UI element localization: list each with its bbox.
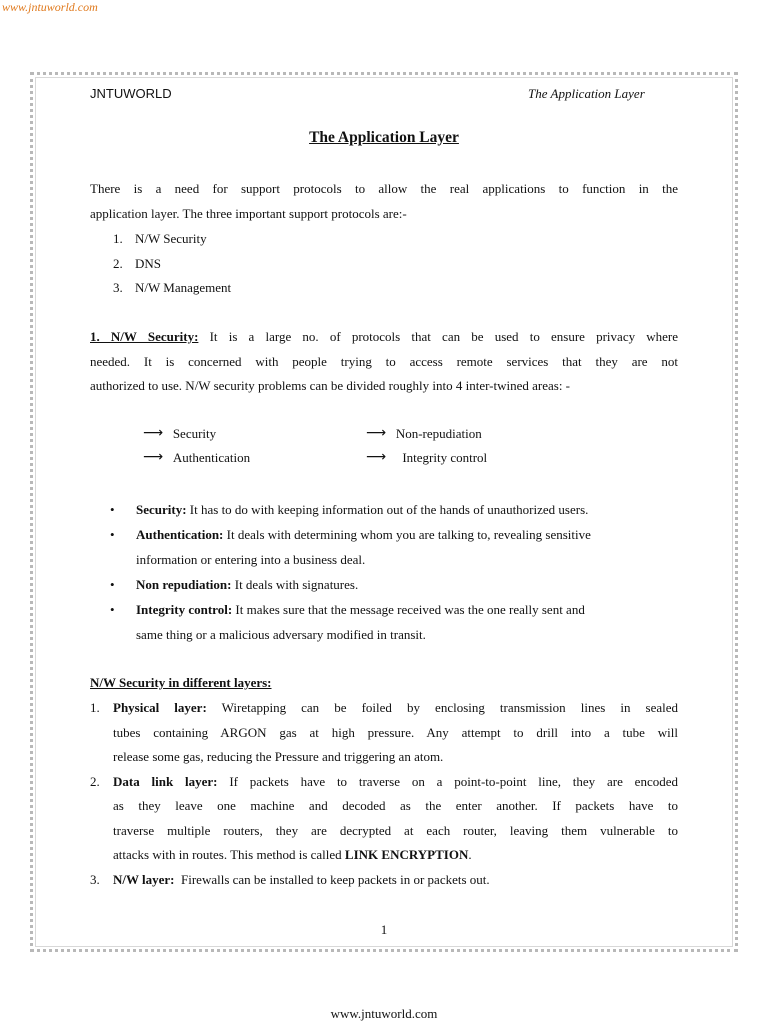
arrow-right-icon: ⟶ xyxy=(366,425,387,441)
area-non-repudiation: ⟶ Non-repudiation xyxy=(366,425,482,441)
list-item: • Non repudiation: It deals with signatures. xyxy=(108,572,668,597)
layers-list xyxy=(90,696,678,892)
list-item: 2. DNS xyxy=(113,255,162,271)
security-paragraph xyxy=(90,325,678,399)
area-authentication: ⟶ Authentication xyxy=(143,449,251,465)
arrow-right-icon: ⟶ xyxy=(143,449,164,465)
arrow-right-icon: ⟶ xyxy=(366,449,387,465)
site-link-bottom[interactable]: www.jntuworld.com xyxy=(330,1006,438,1021)
definition-list xyxy=(108,497,668,647)
security-line: 1. N/W Security: It is a large no. of protocols that can be used to ensure privacy where xyxy=(90,329,679,344)
list-item: • Integrity control: It makes sure that the message received was the one really sent and same thing or a malicious adversary modified in transit. xyxy=(108,597,668,647)
list-item: 3. N/W Management xyxy=(113,280,232,295)
intro-paragraph xyxy=(90,177,678,226)
header-left: JNTUWORLD xyxy=(90,86,172,101)
security-line: authorized to use. N/W security problems can be divided roughly into 4 inter-twined areas: - xyxy=(90,378,571,393)
security-line: needed. It is concerned with people trying to access remote services that they are not xyxy=(90,353,678,369)
area-integrity-control: ⟶ Integrity control xyxy=(366,449,488,465)
security-heading: 1. N/W Security: xyxy=(90,329,199,344)
page-title: The Application Layer xyxy=(309,129,459,146)
header-right: The Application Layer xyxy=(528,86,645,101)
list-item: • Security: It has to do with keeping information out of the hands of unauthorized users. xyxy=(108,497,668,522)
layers-heading: N/W Security in different layers: xyxy=(90,675,272,690)
bullet-icon: • xyxy=(110,502,115,517)
list-item: 1. N/W Security xyxy=(113,231,207,246)
bullet-icon: • xyxy=(110,527,115,542)
area-security: ⟶ Security xyxy=(143,425,217,441)
bullet-icon: • xyxy=(110,577,115,592)
bullet-icon: • xyxy=(110,602,115,617)
list-item: • Authentication: It deals with determining whom you are talking to, revealing sensitive information or entering into a business deal. xyxy=(108,522,668,572)
link-encryption-term: LINK ENCRYPTION xyxy=(344,847,469,862)
intro-line: There is a need for support protocols to allow the real applications to function in the xyxy=(90,181,678,196)
arrow-right-icon: ⟶ xyxy=(143,425,164,441)
list-item: 2. Data link layer: If packets have to traverse on a point-to-point line, they are encoded as they leave one machine and decoded as the enter another. If packets have to traverse multiple routers, they are decrypted at each router, leaving them vulnerable to attacks with in routes. This method is called LINK ENCRYPTION. xyxy=(90,773,678,862)
intro-line: application layer. The three important support protocols are:- xyxy=(90,205,407,221)
list-item: 3. N/W layer: Firewalls can be installed to keep packets in or packets out. xyxy=(90,871,490,887)
protocol-list xyxy=(113,227,231,301)
list-item: 1. Physical layer: Wiretapping can be foiled by enclosing transmission lines in sealed tubes containing ARGON gas at high pressure. Any attempt to drill into a tube will release some gas, reducing the Pressure and triggering an atom. xyxy=(90,700,679,764)
site-link-top[interactable]: www.jntuworld.com xyxy=(2,0,98,14)
page-number: 1 xyxy=(380,922,388,937)
